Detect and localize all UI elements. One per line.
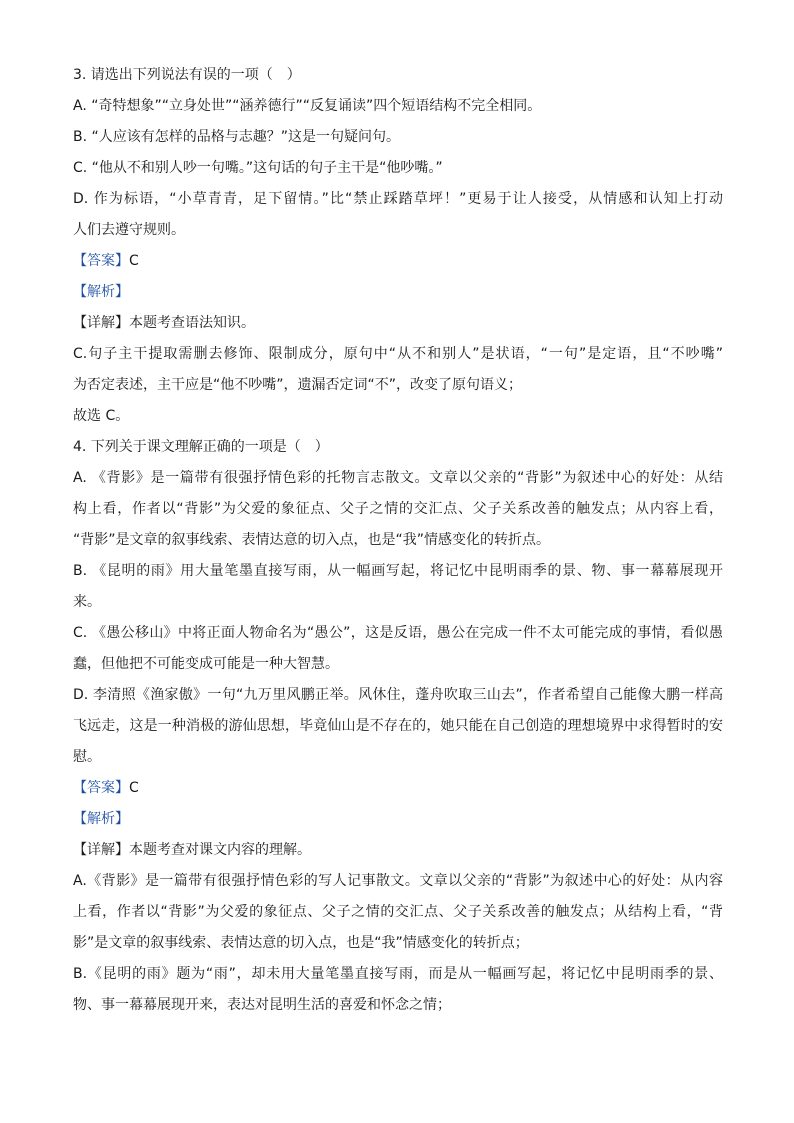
answer-tag: 【答案】 (73, 780, 129, 796)
q4-option-d-line2: 飞远走，这是一种消极的游仙思想，毕竟仙山是不存在的，她只能在自己创造的理想境界中求得暂时的安 (73, 718, 723, 734)
q4-explain-a-line1: A.《背影》是一篇带有很强抒情色彩的写人记事散文。文章以父亲的“背影”为叙述中心的好处：从内容 (73, 873, 723, 889)
detail-text: 本题考查语法知识。 (129, 315, 255, 331)
q3-option-a: A. “奇特想象”“立身处世”“涵养德行”“反复诵读”四个短语结构不完全相同。 (73, 98, 542, 114)
q3-option-b: B. “人应该有怎样的品格与志趣？”这是一句疑问句。 (73, 129, 401, 145)
q4-analysis (73, 806, 723, 837)
q4-option-d-line3: 慰。 (73, 749, 101, 765)
q4-option-d-line1: D. 李清照《渔家傲》一句“九万里风鹏正举。风休住，蓬舟吹取三山去”，作者希望自己能像大鹏一样高 (73, 687, 723, 703)
document-page (73, 62, 723, 1023)
detail-tag: 【详解】 (73, 842, 129, 858)
q4-explain-b-line2: 物、事一幕幕展现开来，表达对昆明生活的喜爱和怀念之情； (73, 997, 451, 1013)
q4-option-b-line2: 来。 (73, 594, 101, 610)
q4-option-a-line3: “背影”是文章的叙事线索、表情达意的切入点，也是“我”情感变化的转折点。 (73, 532, 551, 548)
q3-answer (73, 248, 723, 279)
q4-explain-b-line1: B.《昆明的雨》题为“雨”，却未用大量笔墨直接写雨，而是从一幅画写起，将记忆中昆明雨季的景、 (73, 966, 723, 982)
q3-option-d-line2: 人们去遵守规则。 (73, 222, 185, 238)
analysis-tag: 【解析】 (73, 811, 129, 827)
q3-explain-line2: 为否定表述，主干应是“他不吵嘴”，遗漏否定词“不”，改变了原句语义； (73, 377, 523, 393)
detail-tag: 【详解】 (73, 315, 129, 331)
q3-conclusion: 故选 C。 (73, 408, 130, 424)
answer-tag: 【答案】 (73, 253, 129, 269)
q4-explain-a-line2: 上看，作者以“背影”为父爱的象征点、父子之情的交汇点、父子关系改善的触发点；从结构上看，“背 (73, 904, 723, 920)
q4-stem: 4. 下列关于课文理解正确的一项是（ ） (73, 439, 329, 455)
q4-option-a-line1: A. 《背影》是一篇带有很强抒情色彩的托物言志散文。文章以父亲的“背影”为叙述中心的好处：从结 (73, 470, 723, 486)
q3-detail (73, 310, 723, 341)
q3-option-c: C. “他从不和别人吵一句嘴。”这句话的句子主干是“他吵嘴。” (73, 160, 443, 176)
q4-option-c-line2: 蠢，但他把不可能变成可能是一种大智慧。 (73, 656, 339, 672)
q4-detail (73, 837, 723, 868)
answer-value: C (129, 780, 139, 796)
q4-option-c-line1: C. 《愚公移山》中将正面人物命名为“愚公”，这是反语，愚公在完成一件不太可能完成的事情，看似愚 (73, 625, 723, 641)
q3-option-d-line1: D. 作为标语，“小草青青，足下留情。”比“禁止踩踏草坪！”更易于让人接受，从情感和认知上打动 (73, 191, 723, 207)
analysis-tag: 【解析】 (73, 284, 129, 300)
q3-stem: 3. 请选出下列说法有误的一项（ ） (73, 67, 301, 83)
q3-analysis (73, 279, 723, 310)
q4-explain-a-line3: 影”是文章的叙事线索、表情达意的切入点，也是“我”情感变化的转折点； (73, 935, 529, 951)
detail-text: 本题考查对课文内容的理解。 (129, 842, 311, 858)
q4-option-a-line2: 构上看，作者以“背影”为父爱的象征点、父子之情的交汇点、父子关系改善的触发点；从内容上看， (73, 501, 723, 517)
q4-answer (73, 775, 723, 806)
q4-option-b-line1: B. 《昆明的雨》用大量笔墨直接写雨，从一幅画写起，将记忆中昆明雨季的景、物、事一幕幕展现开 (73, 563, 723, 579)
q3-explain-line1: C.句子主干提取需删去修饰、限制成分，原句中“从不和别人”是状语，“一句”是定语，且“不吵嘴” (73, 346, 723, 362)
answer-value: C (129, 253, 139, 269)
